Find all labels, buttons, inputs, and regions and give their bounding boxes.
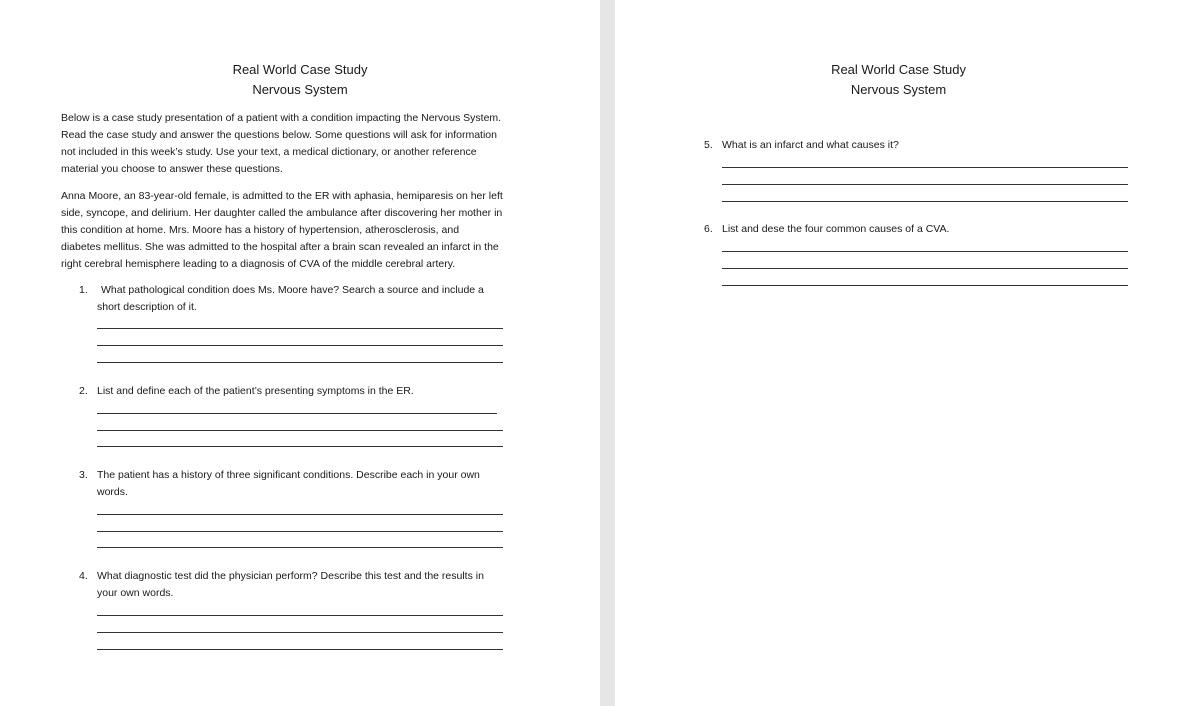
answer-line[interactable]	[722, 251, 1128, 252]
question-text: The patient has a history of three significant conditions. Describe each in your own	[97, 469, 480, 481]
question-number: 6.	[704, 223, 713, 235]
document-page-right	[615, 0, 1182, 706]
question-text: words.	[97, 486, 128, 498]
answer-line[interactable]	[97, 632, 503, 633]
question-text: List and dese the four common causes of a CVA.	[722, 223, 950, 235]
intro-paragraph	[61, 110, 533, 178]
intro-line: Read the case study and answer the questions below. Some questions will ask for information	[61, 129, 497, 141]
answer-line[interactable]	[97, 345, 503, 346]
question-text: List and define each of the patient’s presenting symptoms in the ER.	[97, 385, 414, 397]
answer-line[interactable]	[97, 649, 503, 650]
answer-line[interactable]	[97, 362, 503, 363]
case-line: diabetes mellitus. She was admitted to the hospital after a brain scan revealed an infarct in the	[61, 241, 499, 253]
question-5	[704, 137, 1144, 154]
question-4	[79, 568, 519, 602]
answer-line[interactable]	[97, 430, 503, 431]
case-line: this condition at home. Mrs. Moore has a history of hypertension, atherosclerosis, and	[61, 224, 460, 236]
intro-line: not included in this week’s study. Use your text, a medical dictionary, or another reference	[61, 146, 477, 158]
question-2	[79, 383, 519, 400]
question-3	[79, 467, 519, 501]
case-line: Anna Moore, an 83-year-old female, is admitted to the ER with aphasia, hemiparesis on her left	[61, 190, 503, 202]
page-title: Real World Case Study	[831, 62, 966, 77]
question-1	[79, 282, 519, 316]
answer-line[interactable]	[97, 328, 503, 329]
answer-line[interactable]	[97, 413, 497, 414]
answer-line[interactable]	[97, 615, 503, 616]
answer-line[interactable]	[97, 531, 503, 532]
intro-line: Below is a case study presentation of a patient with a condition impacting the Nervous System.	[61, 112, 502, 124]
answer-line[interactable]	[722, 184, 1128, 185]
intro-line: material you choose to answer these questions.	[61, 163, 283, 175]
question-6	[704, 221, 1144, 238]
answer-line[interactable]	[97, 514, 503, 515]
question-number: 1.	[79, 284, 88, 296]
page-subtitle: Nervous System	[850, 82, 947, 97]
answer-line[interactable]	[97, 547, 503, 548]
question-text: What pathological condition does Ms. Moore have? Search a source and include a	[101, 284, 484, 296]
question-text: your own words.	[97, 587, 174, 599]
answer-line[interactable]	[722, 285, 1128, 286]
answer-line[interactable]	[722, 201, 1128, 202]
case-line: side, syncope, and delirium. Her daughter called the ambulance after discovering her mother in	[61, 207, 503, 219]
page-subtitle: Nervous System	[252, 82, 348, 97]
question-text: What is an infarct and what causes it?	[722, 139, 899, 151]
question-number: 2.	[79, 385, 88, 397]
question-number: 3.	[79, 469, 88, 481]
question-number: 5.	[704, 139, 713, 151]
case-paragraph	[61, 188, 533, 273]
question-number: 4.	[79, 570, 88, 582]
question-text: What diagnostic test did the physician perform? Describe this test and the results in	[97, 570, 484, 582]
question-text: short description of it.	[97, 301, 197, 313]
answer-line[interactable]	[97, 446, 503, 447]
answer-line[interactable]	[722, 268, 1128, 269]
answer-line[interactable]	[722, 167, 1128, 168]
case-line: right cerebral hemisphere leading to a diagnosis of CVA of the middle cerebral artery.	[61, 258, 456, 270]
page-title: Real World Case Study	[232, 62, 368, 77]
